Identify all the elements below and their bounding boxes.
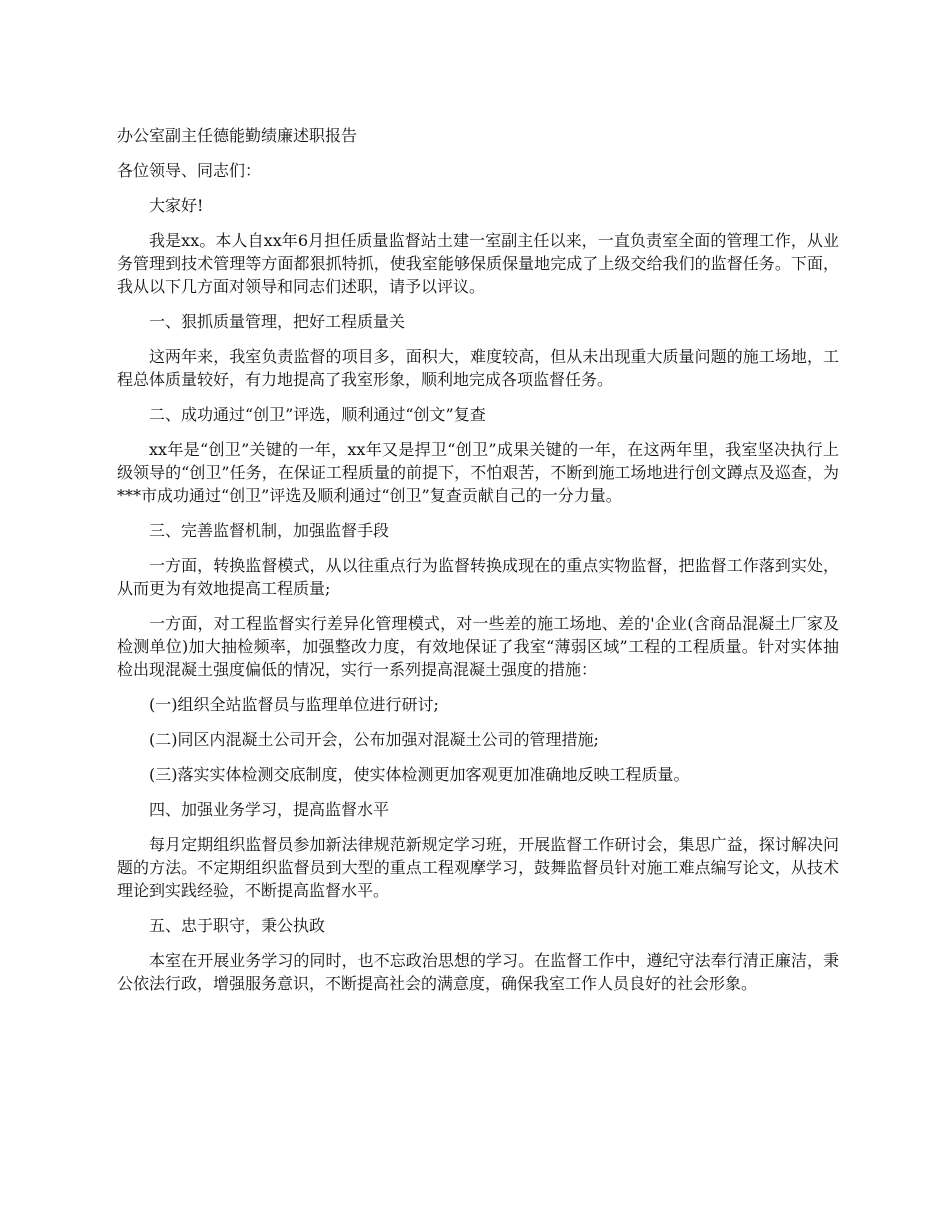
section-heading-1: 一、狠抓质量管理，把好工程质量关 bbox=[149, 312, 406, 331]
section-heading-4: 四、加强业务学习，提高监督水平 bbox=[149, 800, 390, 819]
section-body-5: 本室在开展业务学习的同时，也不忘政治思想的学习。在监督工作中，遵纪守法奉行清正廉洁，秉公依法行政，增强服务意识，不断提高社会的满意度，确保我室工作人员良好的社会形象。 bbox=[117, 951, 839, 993]
list-item: (三)落实实体检测交底制度，使实体检测更加客观更加准确地反映工程质量。 bbox=[149, 765, 690, 784]
section-body-1: 这两年来，我室负责监督的项目多，面积大，难度较高，但从未出现重大质量问题的施工场地，工程总体质量较好，有力地提高了我室形象，顺利地完成各项监督任务。 bbox=[117, 347, 839, 389]
document-page bbox=[117, 124, 839, 1007]
section-body-3a: 一方面，转换监督模式，从以往重点行为监督转换成现在的重点实物监督，把监督工作落到实处，从而更为有效地提高工程质量; bbox=[117, 556, 839, 598]
salutation: 各位领导、同志们： bbox=[117, 161, 262, 180]
section-body-4: 每月定期组织监督员参加新法律规范新规定学习班，开展监督工作研讨会，集思广益，探讨解决问题的方法。不定期组织监督员到大型的重点工程观摩学习，鼓舞监督员针对施工难点编写论文，从技术理论到实践经验，不断提高监督水平。 bbox=[117, 835, 839, 900]
intro-paragraph: 我是xx。本人自xx年6月担任质量监督站土建一室副主任以来，一直负责室全面的管理工作，从业务管理到技术管理等方面都狠抓特抓，使我室能够保质保量地完成了上级交给我们的监督任务。下面，我从以下几方面对领导和同志们述职，请予以评议。 bbox=[117, 231, 839, 296]
document-title: 办公室副主任德能勤绩廉述职报告 bbox=[117, 126, 358, 145]
list-item: (一)组织全站监督员与监理单位进行研讨; bbox=[149, 695, 439, 714]
list-item: (二)同区内混凝土公司开会，公布加强对混凝土公司的管理措施; bbox=[149, 730, 599, 749]
section-body-2: xx年是“创卫”关键的一年，xx年又是捍卫“创卫”成果关键的一年，在这两年里，我室坚决执行上级领导的“创卫”任务，在保证工程质量的前提下，不怕艰苦，不断到施工场地进行创文蹲点及巡查，为***市成功通过“创卫”评选及顺利通过“创卫”复查贡献自己的一分力量。 bbox=[117, 440, 839, 505]
section-heading-3: 三、完善监督机制，加强监督手段 bbox=[149, 521, 390, 540]
section-heading-2: 二、成功通过“创卫”评选，顺利通过“创文”复查 bbox=[149, 405, 486, 424]
section-heading-5: 五、忠于职守，秉公执政 bbox=[149, 916, 326, 935]
greeting: 大家好! bbox=[149, 196, 204, 215]
section-body-3b: 一方面，对工程监督实行差异化管理模式，对一些差的施工场地、差的'企业(含商品混凝土厂家及检测单位)加大抽检频率，加强整改力度，有效地保证了我室“薄弱区域”工程的工程质量。针对实体抽检出现混凝土强度偏低的情况，实行一系列提高混凝土强度的措施： bbox=[117, 614, 839, 679]
